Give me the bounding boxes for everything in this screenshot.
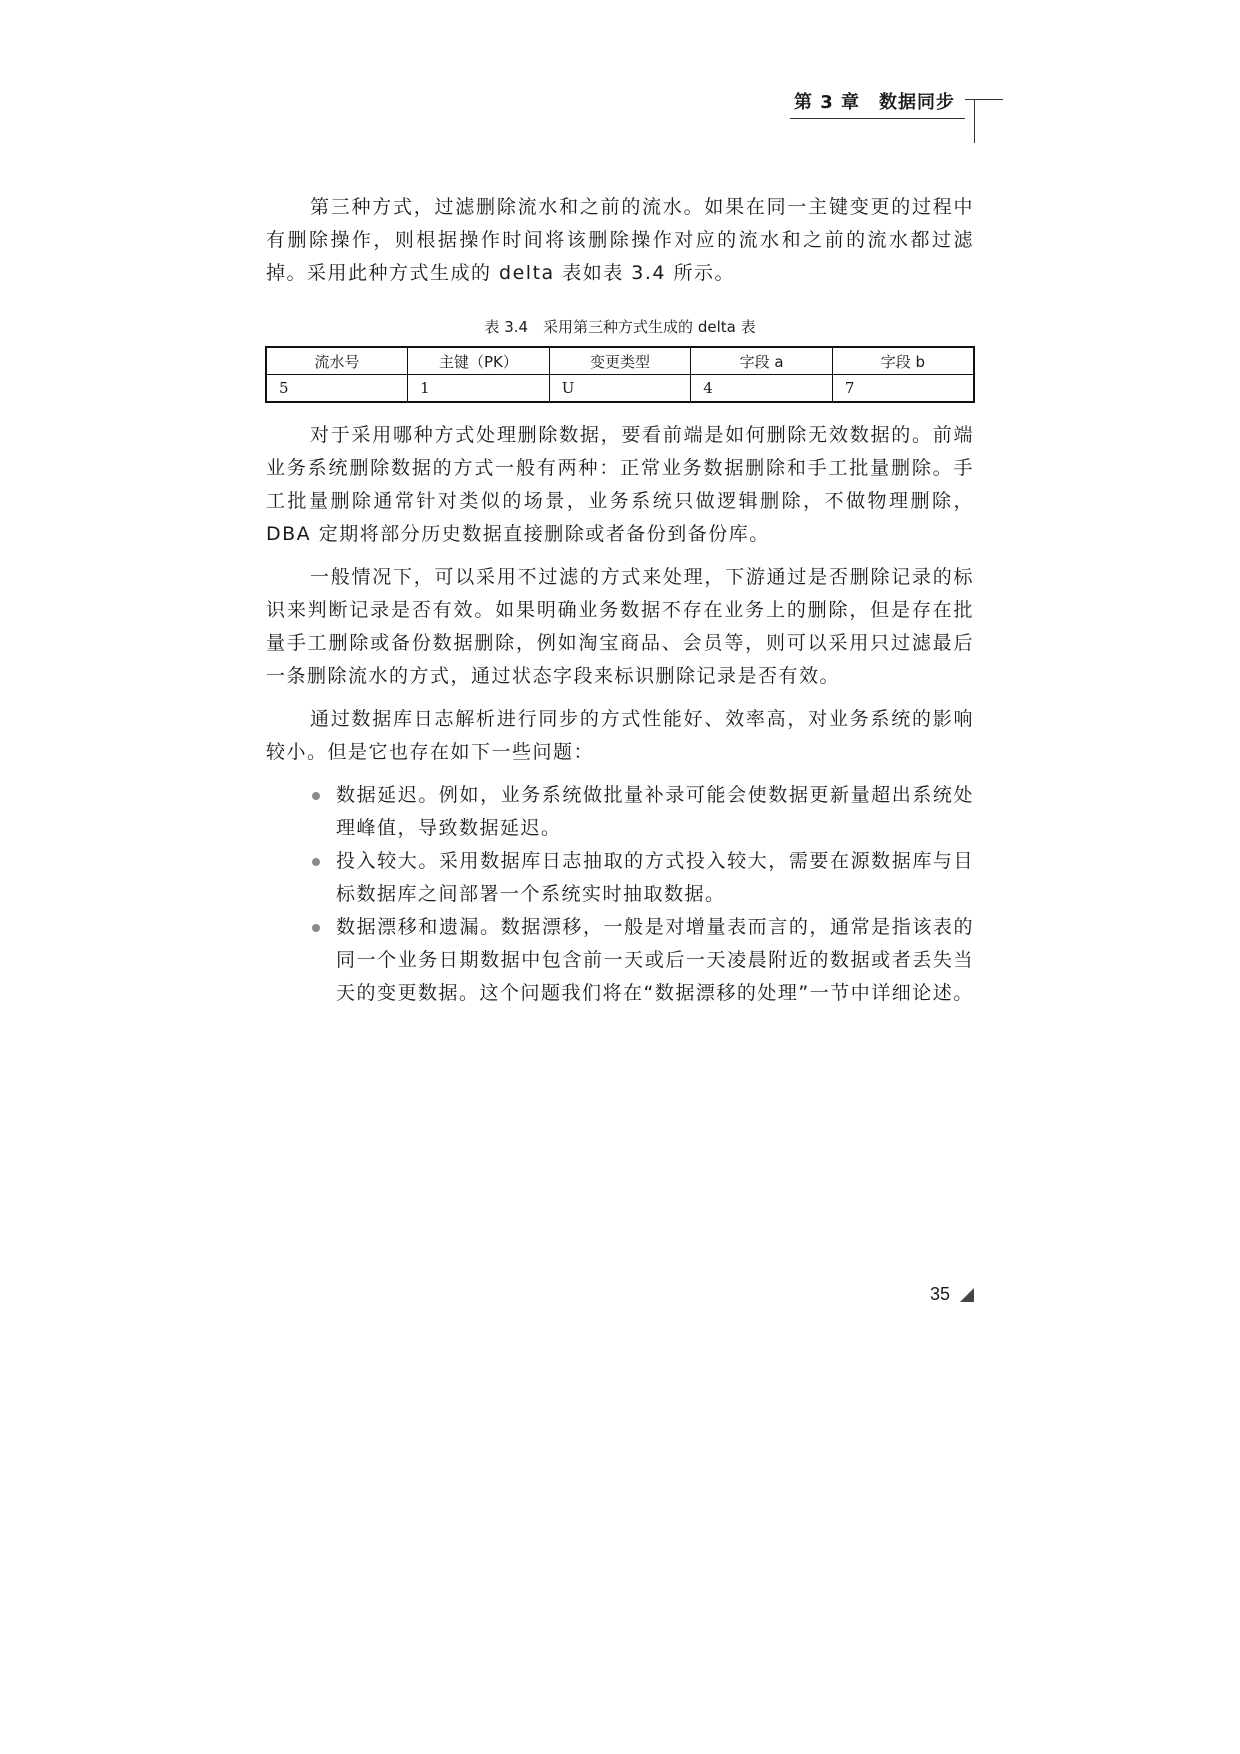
table-header-cell: 变更类型	[549, 347, 691, 375]
list-item-text: 数据漂移和遗漏。数据漂移，一般是对增量表而言的，通常是指该表的同一个业务日期数据中包含前一天或后一天凌晨附近的数据或者丢失当天的变更数据。这个问题我们将在“数据漂移的处理”一节中详细论述。	[336, 916, 974, 1004]
list-item	[266, 911, 974, 1010]
delta-table	[265, 346, 975, 403]
table-row	[266, 375, 974, 403]
table-header-cell: 字段 a	[691, 347, 833, 375]
table-header-cell: 主键（PK）	[408, 347, 550, 375]
table-cell: U	[549, 375, 691, 403]
main-text-block	[266, 419, 974, 1010]
header-rule-vertical	[974, 99, 975, 143]
table-caption: 表 3.4 采用第三种方式生成的 delta 表	[484, 318, 756, 336]
header-rule-right	[965, 99, 1003, 100]
chapter-title: 第 3 章 数据同步	[793, 92, 955, 113]
table-header-cell: 流水号	[266, 347, 408, 375]
body-paragraph: 对于采用哪种方式处理删除数据，要看前端是如何删除无效数据的。前端业务系统删除数据的方式一般有两种：正常业务数据删除和手工批量删除。手工批量删除通常针对类似的场景，业务系统只做逻辑删除，不做物理删除，DBA 定期将部分历史数据直接删除或者备份到备份库。	[266, 424, 974, 545]
running-header	[0, 88, 1240, 148]
table-cell: 5	[266, 375, 408, 403]
intro-paragraph: 第三种方式，过滤删除流水和之前的流水。如果在同一主键变更的过程中有删除操作，则根据操作时间将该删除操作对应的流水和之前的流水都过滤掉。采用此种方式生成的 delta 表如表 3.4 所示。	[266, 196, 974, 284]
table-cell: 1	[408, 375, 550, 403]
header-rule	[790, 118, 965, 119]
page-corner-triangle-icon	[960, 1288, 974, 1302]
issue-list	[266, 779, 974, 1010]
bullet-icon	[312, 924, 320, 932]
body-paragraph: 通过数据库日志解析进行同步的方式性能好、效率高，对业务系统的影响较小。但是它也存在如下一些问题：	[266, 708, 974, 763]
bullet-icon	[312, 792, 320, 800]
list-item	[266, 779, 974, 845]
table-cell: 7	[832, 375, 974, 403]
list-item-text: 投入较大。采用数据库日志抽取的方式投入较大，需要在源数据库与目标数据库之间部署一个系统实时抽取数据。	[336, 850, 974, 905]
table-cell: 4	[691, 375, 833, 403]
body-paragraph: 一般情况下，可以采用不过滤的方式来处理，下游通过是否删除记录的标识来判断记录是否有效。如果明确业务数据不存在业务上的删除，但是存在批量手工删除或备份数据删除，例如淘宝商品、会员等，则可以采用只过滤最后一条删除流水的方式，通过状态字段来标识删除记录是否有效。	[266, 566, 974, 687]
table-header-row	[266, 347, 974, 375]
page-number: 35	[930, 1284, 951, 1304]
intro-block	[266, 191, 974, 300]
bullet-icon	[312, 858, 320, 866]
list-item-text: 数据延迟。例如，业务系统做批量补录可能会使数据更新量超出系统处理峰值，导致数据延迟。	[336, 784, 974, 839]
list-item	[266, 845, 974, 911]
table-header-cell: 字段 b	[832, 347, 974, 375]
